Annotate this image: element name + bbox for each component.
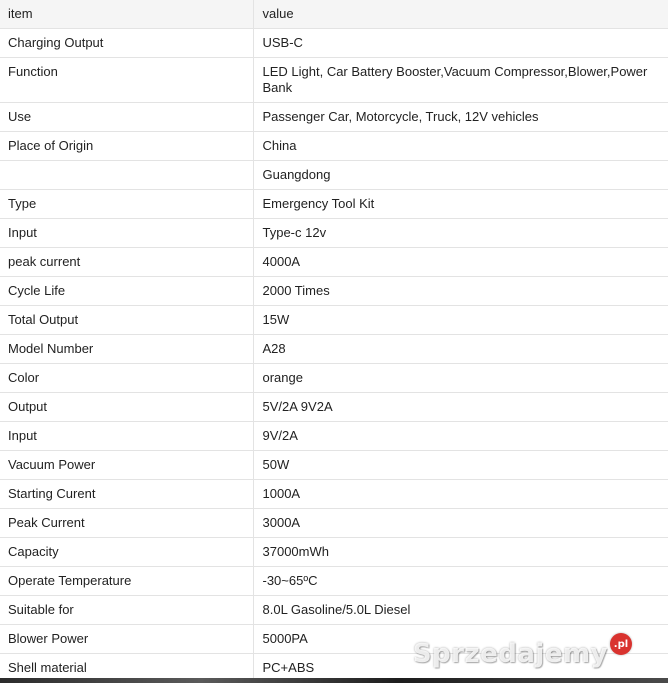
row-item: Input (0, 422, 253, 451)
row-value: PC+ABS (253, 654, 668, 683)
table-row (0, 219, 668, 248)
table-row (0, 277, 668, 306)
row-value: 50W (253, 451, 668, 480)
bottom-image-strip (0, 678, 668, 683)
row-value: 1000A (253, 480, 668, 509)
header-item: item (0, 0, 253, 29)
row-item: Operate Temperature (0, 567, 253, 596)
table-row (0, 248, 668, 277)
row-value: 15W (253, 306, 668, 335)
row-value: 5V/2A 9V2A (253, 393, 668, 422)
row-item: Type (0, 190, 253, 219)
row-item: Cycle Life (0, 277, 253, 306)
table-row (0, 451, 668, 480)
row-item: Color (0, 364, 253, 393)
table-row (0, 625, 668, 654)
table-row (0, 538, 668, 567)
table-row (0, 132, 668, 161)
row-value: Passenger Car, Motorcycle, Truck, 12V vehicles (253, 103, 668, 132)
row-item: Blower Power (0, 625, 253, 654)
row-item: Use (0, 103, 253, 132)
watermark-badge: .pl (610, 633, 632, 655)
table-row (0, 335, 668, 364)
row-value: Emergency Tool Kit (253, 190, 668, 219)
row-value: LED Light, Car Battery Booster,Vacuum Compressor,Blower,Power Bank (253, 58, 668, 103)
table-row (0, 480, 668, 509)
row-item: Suitable for (0, 596, 253, 625)
row-value: 8.0L Gasoline/5.0L Diesel (253, 596, 668, 625)
row-item: Vacuum Power (0, 451, 253, 480)
row-item: Place of Origin (0, 132, 253, 161)
row-item: Total Output (0, 306, 253, 335)
row-value: orange (253, 364, 668, 393)
table-row (0, 393, 668, 422)
row-value: A28 (253, 335, 668, 364)
table-row (0, 29, 668, 58)
row-item: Model Number (0, 335, 253, 364)
row-item: Capacity (0, 538, 253, 567)
table-row (0, 103, 668, 132)
table-header-row (0, 0, 668, 29)
row-item: peak current (0, 248, 253, 277)
table-row (0, 306, 668, 335)
row-item: Function (0, 58, 253, 103)
row-item: Starting Curent (0, 480, 253, 509)
row-value: USB-C (253, 29, 668, 58)
row-value: -30~65ºC (253, 567, 668, 596)
row-item: Peak Current (0, 509, 253, 538)
table-row (0, 567, 668, 596)
table-row (0, 58, 668, 103)
table-row (0, 364, 668, 393)
row-item: Output (0, 393, 253, 422)
row-item: Input (0, 219, 253, 248)
row-value: 5000PA (253, 625, 668, 654)
row-value: Guangdong (253, 161, 668, 190)
row-item: Charging Output (0, 29, 253, 58)
row-value: 3000A (253, 509, 668, 538)
table-row (0, 509, 668, 538)
table-row (0, 190, 668, 219)
table-row (0, 422, 668, 451)
header-value: value (253, 0, 668, 29)
row-value: 37000mWh (253, 538, 668, 567)
table-row (0, 161, 668, 190)
row-value: China (253, 132, 668, 161)
table-row (0, 596, 668, 625)
row-value: 2000 Times (253, 277, 668, 306)
row-value: 4000A (253, 248, 668, 277)
row-value: Type-c 12v (253, 219, 668, 248)
row-item: Shell material (0, 654, 253, 683)
row-value: 9V/2A (253, 422, 668, 451)
row-item (0, 161, 253, 190)
watermark-text: Sprzedajemy (412, 639, 608, 669)
